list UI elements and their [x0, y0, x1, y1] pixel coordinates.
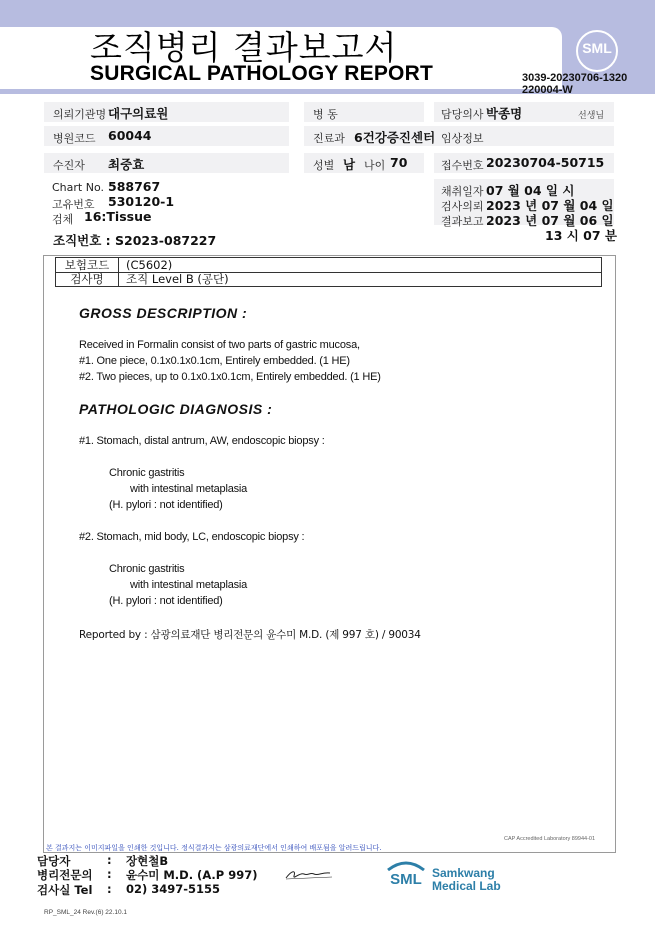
result-value: 2023 년 07 월 06 일	[486, 213, 614, 228]
tel-value: 02) 3497-5155	[126, 882, 221, 896]
specimen-label: 검체	[52, 213, 74, 226]
request-label: 검사의뢰	[441, 200, 484, 213]
report-number: 3039-20230706-1320 220004-W	[522, 72, 628, 96]
tel-label: 검사실 Tel	[37, 883, 93, 897]
collect-value: 07 월 04 일 시	[486, 183, 575, 198]
cap-accreditation: CAP Accredited Laboratory 89944-01	[504, 836, 596, 842]
unique-value: 530120-1	[108, 194, 175, 209]
gross-title: GROSS DESCRIPTION :	[79, 305, 248, 321]
form-code: RP_SML_24 Rev.(6) 22.10.1	[44, 909, 127, 916]
diagnosis-1-sub: with intestinal metaplasia	[130, 483, 248, 495]
diagnosis-title: PATHOLOGIC DIAGNOSIS :	[79, 401, 273, 417]
receipt-value: 20230704-50715	[486, 155, 605, 170]
image-notice: 본 결과지는 이미지파일을 인쇄한 것입니다. 정식결과지는 삼광의료재단에서 인쇄하여 배포됨을 알려드립니다.	[46, 844, 382, 852]
clinical-info-label: 임상정보	[441, 132, 484, 145]
gross-line: #2. Two pieces, up to 0.1x0.1x0.1cm, Entirely embedded. (1 HE)	[79, 371, 381, 383]
reported-by: Reported by : 삼광의료재단 병리전문의 윤수미 M.D. (제 997 호) / 90034	[79, 629, 421, 641]
test-label: 검사명	[56, 272, 119, 286]
insurance-value: (C5602)	[126, 258, 173, 272]
tissue-number: 조직번호 : S2023-087227	[53, 233, 217, 248]
physician-value: 박종명	[486, 106, 523, 121]
diagnosis-1-hp: (H. pylori : not identified)	[109, 499, 223, 511]
diagnosis-site-1: #1. Stomach, distal antrum, AW, endoscopic biopsy :	[79, 435, 325, 447]
test-value: 조직 Level B (공단)	[126, 272, 229, 286]
age-value: 70	[390, 155, 408, 170]
sex-value: 남	[343, 157, 356, 172]
specimen-value: 16:Tissue	[84, 209, 152, 224]
chart-value: 588767	[108, 179, 161, 194]
institution-label: 의뢰기관명	[53, 108, 107, 121]
dept-label: 진료과	[313, 132, 345, 145]
diagnosis-2-sub: with intestinal metaplasia	[130, 579, 248, 591]
diagnosis-1: Chronic gastritis	[109, 467, 185, 479]
physician-label: 담당의사	[441, 108, 484, 121]
patient-label: 수진자	[53, 159, 85, 172]
receipt-label: 접수번호	[441, 159, 484, 172]
collect-label: 채취일자	[441, 185, 484, 198]
pathologist-value: 윤수미 M.D. (A.P 997)	[126, 868, 258, 882]
samkwang-logo-icon	[384, 860, 428, 888]
code-table	[55, 257, 602, 287]
insurance-label: 보험코드	[56, 258, 119, 272]
colon: :	[107, 867, 112, 881]
hospital-code-value: 60044	[108, 128, 152, 143]
gross-line: Received in Formalin consist of two parts of gastric mucosa,	[79, 339, 360, 351]
diagnosis-2-hp: (H. pylori : not identified)	[109, 595, 223, 607]
pathologist-label: 병리전문의	[37, 868, 93, 882]
physician-suffix: 선생님	[578, 111, 605, 121]
manager-label: 담당자	[37, 854, 71, 868]
sml-logo-text: SML	[582, 40, 612, 56]
lab-name: Samkwang Medical Lab	[432, 866, 501, 893]
result-label: 결과보고	[441, 215, 484, 228]
test-row	[56, 272, 601, 286]
institution-value: 대구의료원	[108, 106, 169, 121]
signature-icon	[284, 866, 334, 882]
unique-label: 고유번호	[52, 198, 95, 211]
patient-value: 최중효	[108, 157, 145, 172]
colon: :	[107, 853, 112, 867]
title-korean: 조직병리 결과보고서	[90, 28, 398, 67]
colon: :	[107, 882, 112, 896]
age-label: 나이	[364, 159, 386, 172]
hospital-code-label: 병원코드	[53, 132, 96, 145]
insurance-row	[56, 258, 601, 273]
manager-value: 장현철B	[126, 854, 169, 868]
dept-value: 6건강증진센터	[354, 130, 436, 145]
ward-label: 병 동	[313, 108, 338, 121]
chart-label: Chart No.	[52, 181, 104, 194]
sex-label: 성별	[313, 159, 335, 172]
result-time: 13 시 07 분	[545, 228, 617, 243]
title-english: SURGICAL PATHOLOGY REPORT	[90, 62, 433, 85]
request-value: 2023 년 07 월 04 일	[486, 198, 614, 213]
gross-line: #1. One piece, 0.1x0.1x0.1cm, Entirely embedded. (1 HE)	[79, 355, 350, 367]
samkwang-logo-text: SML	[390, 871, 422, 888]
diagnosis-site-2: #2. Stomach, mid body, LC, endoscopic biopsy :	[79, 531, 305, 543]
diagnosis-2: Chronic gastritis	[109, 563, 185, 575]
